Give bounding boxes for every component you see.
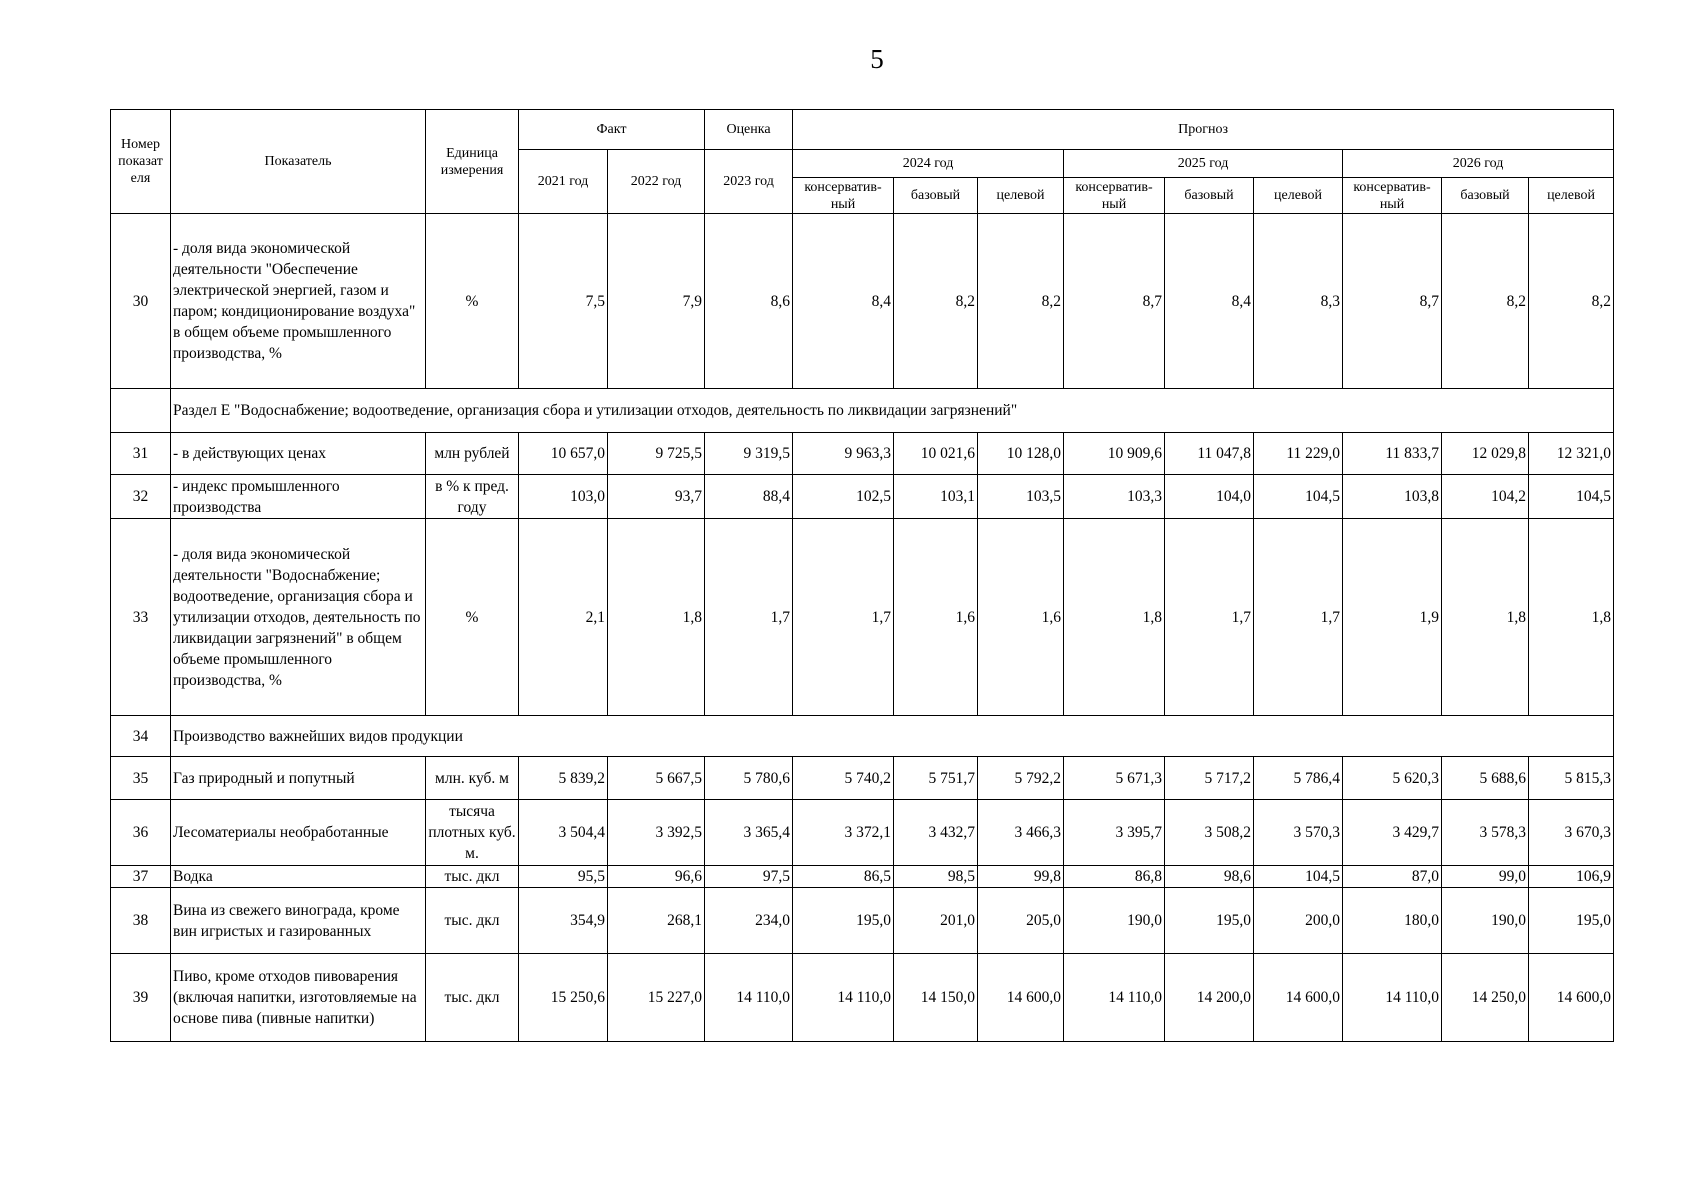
value-cell: 205,0 [978,888,1064,954]
value-cell: 180,0 [1343,888,1442,954]
row-unit: % [426,519,519,716]
value-cell: 8,2 [1442,214,1529,389]
header-index: Номер показат еля [111,110,171,214]
value-cell: 10 657,0 [519,433,608,475]
row-unit: тыс. дкл [426,888,519,954]
header-scenario-base: базовый [894,178,978,214]
value-cell: 99,0 [1442,866,1529,888]
header-scenario-conservative: консерватив-ный [793,178,894,214]
table-row [111,214,1614,389]
value-cell: 93,7 [608,475,705,519]
row-index: 31 [111,433,171,475]
value-cell: 2,1 [519,519,608,716]
table-row [111,954,1614,1042]
page-number: 5 [870,44,884,74]
value-cell: 195,0 [793,888,894,954]
value-cell: 98,5 [894,866,978,888]
value-cell: 12 029,8 [1442,433,1529,475]
row-unit: тыс. дкл [426,954,519,1042]
value-cell: 104,5 [1254,475,1343,519]
row-indicator: Лесоматериалы необработанные [171,800,426,866]
value-cell: 11 833,7 [1343,433,1442,475]
header-scenario-target: целевой [978,178,1064,214]
value-cell: 11 229,0 [1254,433,1343,475]
value-cell: 1,8 [608,519,705,716]
header-year-2022: 2022 год [608,150,705,214]
value-cell: 15 227,0 [608,954,705,1042]
value-cell: 190,0 [1442,888,1529,954]
row-index: 37 [111,866,171,888]
value-cell: 103,8 [1343,475,1442,519]
value-cell: 95,5 [519,866,608,888]
header-indicator: Показатель [171,110,426,214]
value-cell: 87,0 [1343,866,1442,888]
table-body [111,214,1614,1042]
value-cell: 97,5 [705,866,793,888]
value-cell: 9 963,3 [793,433,894,475]
row-indicator: - индекс промышленного производства [171,475,426,519]
table-row [111,433,1614,475]
value-cell: 5 815,3 [1529,757,1614,800]
table-row [111,757,1614,800]
value-cell: 5 667,5 [608,757,705,800]
section-row [111,389,1614,433]
value-cell: 8,6 [705,214,793,389]
table-header [111,110,1614,214]
value-cell: 354,9 [519,888,608,954]
row-unit: тыс. дкл [426,866,519,888]
row-unit: % [426,214,519,389]
value-cell: 99,8 [978,866,1064,888]
header-year-2021: 2021 год [519,150,608,214]
value-cell: 14 250,0 [1442,954,1529,1042]
value-cell: 5 839,2 [519,757,608,800]
row-index: 32 [111,475,171,519]
value-cell: 8,2 [894,214,978,389]
header-year-2025: 2025 год [1064,150,1343,178]
row-index: 33 [111,519,171,716]
value-cell: 195,0 [1165,888,1254,954]
value-cell: 200,0 [1254,888,1343,954]
value-cell: 1,8 [1064,519,1165,716]
value-cell: 14 600,0 [1254,954,1343,1042]
value-cell: 104,5 [1529,475,1614,519]
row-index: 39 [111,954,171,1042]
value-cell: 10 128,0 [978,433,1064,475]
value-cell: 103,5 [978,475,1064,519]
value-cell: 8,3 [1254,214,1343,389]
value-cell: 1,6 [978,519,1064,716]
row-index: 30 [111,214,171,389]
value-cell: 7,5 [519,214,608,389]
header-scenario-target: целевой [1529,178,1614,214]
table-row [111,800,1614,866]
value-cell: 234,0 [705,888,793,954]
header-scenario-conservative: консерватив-ный [1343,178,1442,214]
value-cell: 86,8 [1064,866,1165,888]
table-row [111,866,1614,888]
row-indicator: Вина из свежего винограда, кроме вин игристых и газированных [171,888,426,954]
value-cell: 103,0 [519,475,608,519]
value-cell: 5 620,3 [1343,757,1442,800]
row-index: 36 [111,800,171,866]
value-cell: 88,4 [705,475,793,519]
value-cell: 5 688,6 [1442,757,1529,800]
value-cell: 1,8 [1442,519,1529,716]
value-cell: 3 570,3 [1254,800,1343,866]
value-cell: 103,1 [894,475,978,519]
row-unit: в % к пред. году [426,475,519,519]
section-row [111,716,1614,757]
row-indicator: Газ природный и попутный [171,757,426,800]
value-cell: 3 504,4 [519,800,608,866]
value-cell: 3 432,7 [894,800,978,866]
row-unit: млн. куб. м [426,757,519,800]
value-cell: 103,3 [1064,475,1165,519]
row-indicator: Пиво, кроме отходов пивоварения (включая напитки, изготовляемые на основе пива (пивные напитки) [171,954,426,1042]
value-cell: 1,8 [1529,519,1614,716]
value-cell: 14 600,0 [1529,954,1614,1042]
value-cell: 1,7 [1254,519,1343,716]
value-cell: 1,9 [1343,519,1442,716]
value-cell: 106,9 [1529,866,1614,888]
value-cell: 1,7 [1165,519,1254,716]
value-cell: 3 395,7 [1064,800,1165,866]
indicators-table [110,109,1614,1042]
header-unit: Единица измерения [426,110,519,214]
value-cell: 10 021,6 [894,433,978,475]
value-cell: 3 670,3 [1529,800,1614,866]
table-row [111,888,1614,954]
value-cell: 5 751,7 [894,757,978,800]
row-index: 35 [111,757,171,800]
value-cell: 7,9 [608,214,705,389]
header-scenario-target: целевой [1254,178,1343,214]
row-unit: тысяча плотных куб. м. [426,800,519,866]
header-scenario-base: базовый [1165,178,1254,214]
row-index: 38 [111,888,171,954]
header-year-2023: 2023 год [705,150,793,214]
row-indicator: - доля вида экономической деятельности "Обеспечение электрической энергией, газом и паром; кондиционирование воздуха" в общем объеме промышленного производства, % [171,214,426,389]
row-indicator: - в действующих ценах [171,433,426,475]
header-year-2026: 2026 год [1343,150,1614,178]
table-row [111,475,1614,519]
value-cell: 8,4 [793,214,894,389]
value-cell: 3 578,3 [1442,800,1529,866]
value-cell: 8,4 [1165,214,1254,389]
value-cell: 11 047,8 [1165,433,1254,475]
value-cell: 8,7 [1343,214,1442,389]
value-cell: 3 372,1 [793,800,894,866]
value-cell: 104,5 [1254,866,1343,888]
header-year-2024: 2024 год [793,150,1064,178]
value-cell: 10 909,6 [1064,433,1165,475]
value-cell: 5 740,2 [793,757,894,800]
value-cell: 9 319,5 [705,433,793,475]
value-cell: 14 110,0 [1343,954,1442,1042]
value-cell: 14 110,0 [1064,954,1165,1042]
value-cell: 190,0 [1064,888,1165,954]
value-cell: 14 110,0 [705,954,793,1042]
value-cell: 98,6 [1165,866,1254,888]
value-cell: 14 200,0 [1165,954,1254,1042]
value-cell: 5 671,3 [1064,757,1165,800]
value-cell: 9 725,5 [608,433,705,475]
header-fact: Факт [519,110,705,150]
value-cell: 3 466,3 [978,800,1064,866]
value-cell: 104,2 [1442,475,1529,519]
row-indicator: - доля вида экономической деятельности "Водоснабжение; водоотведение, организация сбора и утилизации отходов, деятельность по ликвидации загрязнений" в общем объеме промышленного производства, % [171,519,426,716]
header-estimate: Оценка [705,110,793,150]
value-cell: 5 786,4 [1254,757,1343,800]
row-index [111,389,171,433]
value-cell: 3 392,5 [608,800,705,866]
value-cell: 12 321,0 [1529,433,1614,475]
row-indicator: Водка [171,866,426,888]
value-cell: 8,2 [1529,214,1614,389]
header-scenario-conservative: консерватив-ный [1064,178,1165,214]
value-cell: 3 429,7 [1343,800,1442,866]
row-index: 34 [111,716,171,757]
value-cell: 3 508,2 [1165,800,1254,866]
value-cell: 3 365,4 [705,800,793,866]
section-title: Производство важнейших видов продукции [171,716,1614,757]
value-cell: 14 150,0 [894,954,978,1042]
value-cell: 1,6 [894,519,978,716]
value-cell: 195,0 [1529,888,1614,954]
value-cell: 5 717,2 [1165,757,1254,800]
row-unit: млн рублей [426,433,519,475]
value-cell: 104,0 [1165,475,1254,519]
value-cell: 1,7 [793,519,894,716]
section-title: Раздел E "Водоснабжение; водоотведение, организация сбора и утилизации отходов, деятельность по ликвидации загрязнений" [171,389,1614,433]
value-cell: 8,2 [978,214,1064,389]
header-scenario-base: базовый [1442,178,1529,214]
value-cell: 15 250,6 [519,954,608,1042]
table-row [111,519,1614,716]
value-cell: 201,0 [894,888,978,954]
header-forecast: Прогноз [793,110,1614,150]
value-cell: 14 600,0 [978,954,1064,1042]
value-cell: 8,7 [1064,214,1165,389]
value-cell: 5 780,6 [705,757,793,800]
value-cell: 14 110,0 [793,954,894,1042]
value-cell: 268,1 [608,888,705,954]
value-cell: 102,5 [793,475,894,519]
value-cell: 5 792,2 [978,757,1064,800]
value-cell: 86,5 [793,866,894,888]
value-cell: 1,7 [705,519,793,716]
value-cell: 96,6 [608,866,705,888]
